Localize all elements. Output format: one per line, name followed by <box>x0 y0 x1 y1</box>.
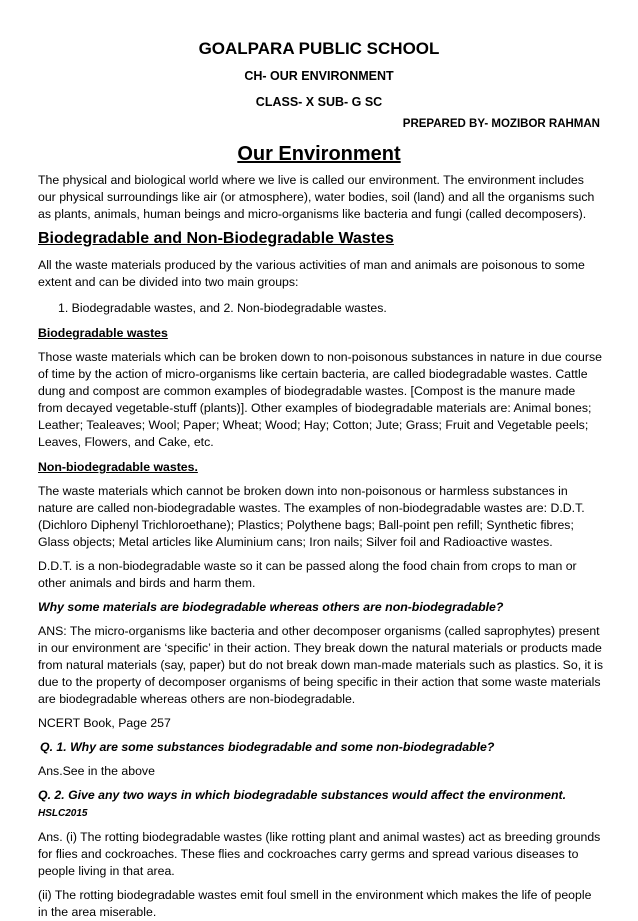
hslc-tag: HSLC2015 <box>38 808 88 819</box>
subheading-biodegradable: Biodegradable wastes <box>38 326 168 340</box>
chapter-line: CH- OUR ENVIRONMENT <box>244 69 394 83</box>
q2-answer-2: (ii) The rotting biodegradable wastes emit foul smell in the environment which makes the life of people in the area miserable. <box>38 888 592 919</box>
school-name: GOALPARA PUBLIC SCHOOL <box>198 39 440 58</box>
ddt-paragraph: D.D.T. is a non-biodegradable waste so it can be passed along the food chain from crops to man or other animals and birds and harm them. <box>38 559 577 590</box>
wastes-paragraph: All the waste materials produced by the various activities of man and animals are poisonous to some extent and can be divided into two main groups: <box>38 258 585 289</box>
subheading-non-biodegradable: Non-biodegradable wastes. <box>38 460 198 474</box>
q2-question-line <box>38 787 603 822</box>
prepared-by-line: PREPARED BY- MOZIBOR RAHMAN <box>402 118 600 130</box>
q2-question: Q. 2. Give any two ways in which biodegradable substances would affect the environment. <box>38 788 566 802</box>
wastes-list-item: 1. Biodegradable wastes, and 2. Non-biodegradable wastes. <box>58 301 387 315</box>
document-body <box>38 172 603 921</box>
non-biodegradable-paragraph: The waste materials which cannot be broken down into non-poisonous or harmless substances in nature are called non-biodegradable wastes. The examples of non-biodegradable wastes are: D.D.T. (Dichloro Diphenyl Trichloroethane); Plastics; Polythene bags; Ball-point pen refill; Synthetic fibres; Glass objects; Metal articles like Aluminium cans; Iron nails; Silver foil and Radioactive wastes. <box>38 484 585 549</box>
biodegradable-paragraph: Those waste materials which can be broken down to non-poisonous substances in nature in due course of time by the action of micro-organisms like certain bacteria, are called biodegradable wastes. Cattle dung and compost are common examples of biodegradable wastes. [Compost is the manure made from decayed vegetable-stuff (plants)]. Other examples of biodegradable materials are: Animal bones; Leather; Tealeaves; Wool; Paper; Wheat; Wood; Hay; Cotton; Jute; Grass; Fruit and Vegetable peels; Leaves, Flowers, and Cake, etc. <box>38 350 602 449</box>
intro-paragraph: The physical and biological world where we live is called our environment. The environment includes our physical surroundings like air (or atmosphere), water bodies, soil (land) and all the organisms such as plants, animals, human beings and micro-organisms like bacteria and fungi (called decomposers). <box>38 173 595 221</box>
class-subject-line: CLASS- X SUB- G SC <box>255 95 383 109</box>
ncert-reference: NCERT Book, Page 257 <box>38 716 171 730</box>
why-answer: ANS: The micro-organisms like bacteria and other decomposer organisms (called saprophytes) present in our environment are ‘specific’ in their action. They break down the natural materials or products made from natural materials (say, paper) but do not break down man-made materials such as plastics. So, it is due to the property of decomposer organisms of being specific in their action that some waste materials are biodegradable whereas others are non-biodegradable. <box>38 624 603 706</box>
section-heading-wastes: Biodegradable and Non-Biodegradable Wastes <box>38 230 394 247</box>
q2-answer-1: Ans. (i) The rotting biodegradable wastes (like rotting plant and animal wastes) act as breeding grounds for flies and cockroaches. These flies and cockroaches carry germs and spread various diseases to people living in that area. <box>38 830 601 878</box>
q1-answer: Ans.See in the above <box>38 764 155 778</box>
q1-question: Q. 1. Why are some substances biodegradable and some non-biodegradable? <box>40 740 495 754</box>
document-title: Our Environment <box>237 143 401 165</box>
why-question: Why some materials are biodegradable whereas others are non-biodegradable? <box>38 600 504 614</box>
